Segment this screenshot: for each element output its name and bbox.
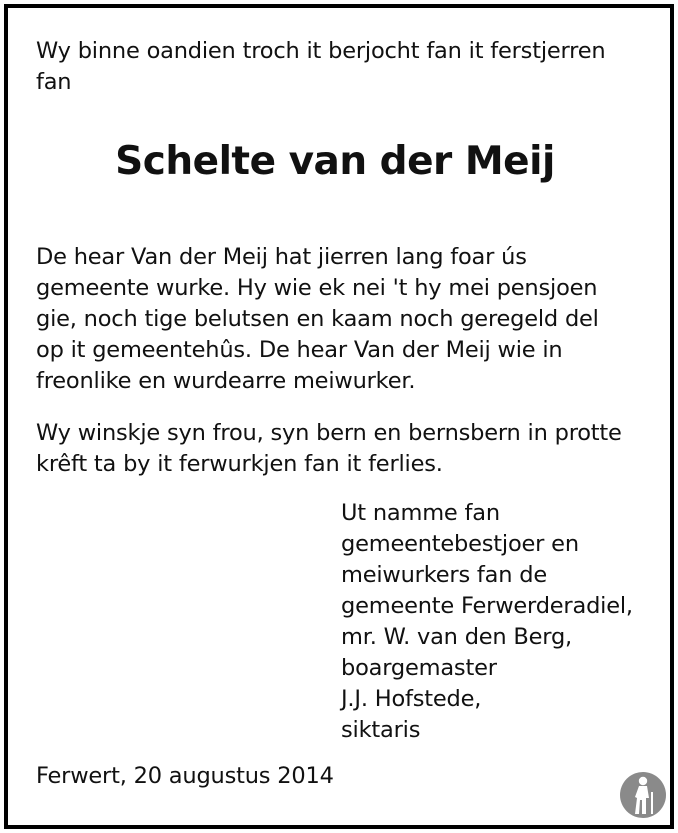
signature-line: J.J. Hofstede, [341, 686, 482, 712]
signature-line: Ut namme fan [341, 500, 500, 526]
paragraph-line: gie, noch tige belutsen en kaam noch geregeld del [36, 306, 599, 332]
signature-line: gemeente Ferwerderadiel, [341, 593, 633, 619]
paragraph-tribute [36, 242, 599, 397]
signature-line: mr. W. van den Berg, [341, 624, 572, 650]
paragraph-condolence [36, 418, 622, 480]
place-date: Ferwert, 20 augustus 2014 [36, 763, 334, 789]
intro-line: fan [36, 69, 72, 95]
intro-text [36, 36, 605, 98]
signature-line: gemeentebestjoer en [341, 531, 579, 557]
paragraph-line: gemeente wurke. Hy wie ek nei 't hy mei pensjoen [36, 275, 598, 301]
walking-person-logo-icon [618, 770, 668, 820]
intro-line: Wy binne oandien troch it berjocht fan it ferstjerren [36, 38, 606, 64]
paragraph-line: freonlike en wurdearre meiwurker. [36, 368, 416, 394]
signature-line: boargemaster [341, 655, 497, 681]
signature-block [341, 498, 633, 746]
signature-line: meiwurkers fan de [341, 562, 547, 588]
paragraph-line: krêft ta by it ferwurkjen fan it ferlies. [36, 451, 443, 477]
paragraph-line: op it gemeentehûs. De hear Van der Meij wie in [36, 337, 563, 363]
logo-cane [651, 792, 653, 814]
logo-head [639, 777, 647, 785]
paragraph-line: Wy winskje syn frou, syn bern en bernsbern in protte [36, 420, 622, 446]
deceased-name: Schelte van der Meij [115, 139, 555, 184]
signature-line: siktaris [341, 717, 421, 743]
paragraph-line: De hear Van der Meij hat jierren lang foar ús [36, 244, 527, 270]
